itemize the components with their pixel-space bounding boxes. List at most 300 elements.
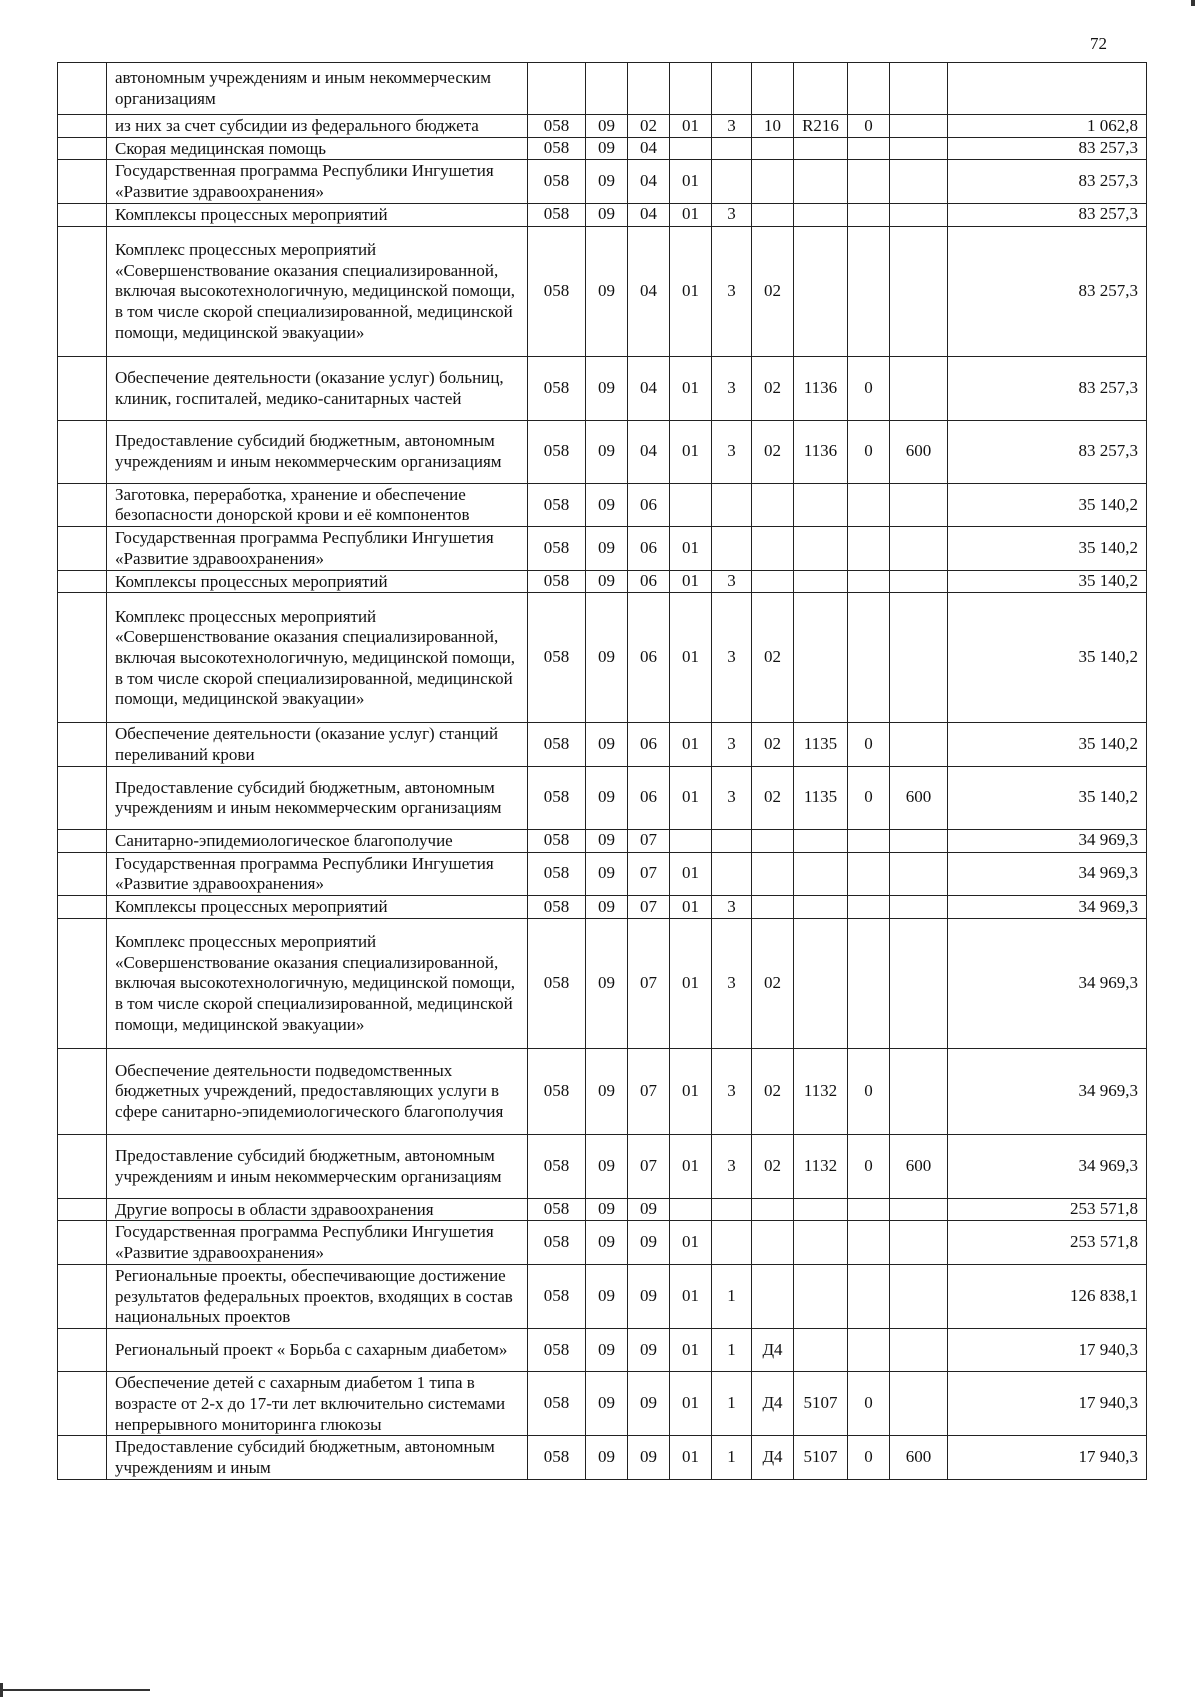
rz-code: 09 [586,1134,628,1198]
row-number-cell [58,63,107,115]
event-code: 02 [752,356,794,420]
vr-code: 600 [890,1436,948,1479]
row-name: Предоставление субсидий бюджетным, автономным учреждениям и иным некоммерческим организациям [107,420,528,483]
pr-code: 06 [628,570,670,593]
program-code: 01 [670,1221,712,1264]
subprogram-code [712,527,752,570]
row-number-cell [58,226,107,356]
rz-code: 09 [586,137,628,160]
row-number-cell [58,203,107,226]
row-name: Региональные проекты, обеспечивающие достижение результатов федеральных проектов, входящих в состав национальных проектов [107,1264,528,1328]
row-number-cell [58,1048,107,1134]
vr-code [890,852,948,895]
direction-code [794,852,848,895]
vr-code [890,896,948,919]
event-code [752,203,794,226]
rz-code: 09 [586,356,628,420]
program-code: 01 [670,1329,712,1372]
rz-code: 09 [586,1329,628,1372]
row-name: автономным учреждениям и иным некоммерческим организациям [107,63,528,115]
vr-code [890,356,948,420]
event-code: 10 [752,115,794,138]
tail-code [848,593,890,723]
subprogram-code [712,1221,752,1264]
tail-code [848,1221,890,1264]
tail-code: 0 [848,723,890,766]
tail-code [848,483,890,526]
table-row [58,115,1147,138]
vr-code [890,1329,948,1372]
row-number-cell [58,527,107,570]
vr-code [890,1048,948,1134]
table-row [58,203,1147,226]
rz-code [586,63,628,115]
row-number-cell [58,1372,107,1436]
gr-code: 058 [528,896,586,919]
event-code [752,852,794,895]
direction-code [794,160,848,203]
row-amount: 17 940,3 [948,1436,1147,1479]
direction-code [794,829,848,852]
subprogram-code [712,483,752,526]
pr-code: 04 [628,420,670,483]
rz-code: 09 [586,1372,628,1436]
vr-code [890,1198,948,1221]
pr-code: 09 [628,1436,670,1479]
pr-code: 07 [628,852,670,895]
pr-code: 06 [628,527,670,570]
event-code [752,570,794,593]
pr-code: 07 [628,896,670,919]
row-amount: 34 969,3 [948,1048,1147,1134]
direction-code: 1132 [794,1134,848,1198]
tail-code [848,852,890,895]
pr-code: 09 [628,1198,670,1221]
tail-code [848,226,890,356]
direction-code [794,918,848,1048]
tail-code [848,570,890,593]
row-name: Обеспечение детей с сахарным диабетом 1 типа в возрасте от 2-х до 17-ти лет включительно системами непрерывного мониторинга глюкозы [107,1372,528,1436]
row-name: Комплекс процессных мероприятий «Совершенствование оказания специализированной, включая высокотехнологичную, медицинской помощи, в том числе скорой специализированной, медицинской помощи, медицинской эвакуации» [107,918,528,1048]
program-code: 01 [670,203,712,226]
event-code: Д4 [752,1372,794,1436]
subprogram-code [712,829,752,852]
tail-code: 0 [848,420,890,483]
gr-code: 058 [528,160,586,203]
program-code: 01 [670,852,712,895]
program-code: 01 [670,115,712,138]
row-name: Другие вопросы в области здравоохранения [107,1198,528,1221]
rz-code: 09 [586,829,628,852]
direction-code [794,203,848,226]
program-code: 01 [670,1372,712,1436]
event-code [752,896,794,919]
row-amount: 17 940,3 [948,1329,1147,1372]
pr-code: 04 [628,356,670,420]
gr-code: 058 [528,203,586,226]
subprogram-code: 3 [712,356,752,420]
subprogram-code [712,1198,752,1221]
row-name: Санитарно-эпидемиологическое благополучие [107,829,528,852]
event-code: 02 [752,723,794,766]
event-code: 02 [752,420,794,483]
tail-code [848,527,890,570]
table-body [58,63,1147,1480]
event-code: 02 [752,766,794,829]
tail-code [848,1264,890,1328]
subprogram-code: 3 [712,918,752,1048]
table-row [58,766,1147,829]
row-number-cell [58,115,107,138]
row-number-cell [58,160,107,203]
subprogram-code: 3 [712,570,752,593]
vr-code: 600 [890,1134,948,1198]
rz-code: 09 [586,226,628,356]
rz-code: 09 [586,852,628,895]
pr-code: 07 [628,1048,670,1134]
row-name: Предоставление субсидий бюджетным, автономным учреждениям и иным [107,1436,528,1479]
program-code [670,63,712,115]
row-name: Обеспечение деятельности (оказание услуг) больниц, клиник, госпиталей, медико-санитарных частей [107,356,528,420]
table-row [58,829,1147,852]
gr-code [528,63,586,115]
row-amount: 35 140,2 [948,593,1147,723]
gr-code: 058 [528,852,586,895]
event-code: Д4 [752,1436,794,1479]
program-code: 01 [670,356,712,420]
row-name: Скорая медицинская помощь [107,137,528,160]
row-amount: 253 571,8 [948,1221,1147,1264]
gr-code: 058 [528,1048,586,1134]
pr-code: 06 [628,483,670,526]
row-amount: 83 257,3 [948,137,1147,160]
row-number-cell [58,1134,107,1198]
subprogram-code [712,63,752,115]
gr-code: 058 [528,1329,586,1372]
table-row [58,420,1147,483]
subprogram-code: 3 [712,593,752,723]
scan-line-mark [0,1689,150,1691]
row-number-cell [58,593,107,723]
row-amount: 83 257,3 [948,203,1147,226]
program-code [670,483,712,526]
table-row [58,570,1147,593]
rz-code: 09 [586,1264,628,1328]
row-name: Обеспечение деятельности (оказание услуг) станций переливаний крови [107,723,528,766]
vr-code [890,1221,948,1264]
subprogram-code [712,852,752,895]
program-code: 01 [670,766,712,829]
direction-code [794,1221,848,1264]
program-code: 01 [670,527,712,570]
row-name: Предоставление субсидий бюджетным, автономным учреждениям и иным некоммерческим организациям [107,766,528,829]
vr-code: 600 [890,420,948,483]
table-row [58,1264,1147,1328]
row-amount: 1 062,8 [948,115,1147,138]
subprogram-code: 3 [712,1048,752,1134]
gr-code: 058 [528,1264,586,1328]
vr-code [890,570,948,593]
event-code: 02 [752,1134,794,1198]
gr-code: 058 [528,1436,586,1479]
row-number-cell [58,356,107,420]
program-code [670,829,712,852]
row-amount: 34 969,3 [948,1134,1147,1198]
rz-code: 09 [586,1048,628,1134]
row-number-cell [58,896,107,919]
direction-code: R216 [794,115,848,138]
direction-code [794,63,848,115]
row-name: Предоставление субсидий бюджетным, автономным учреждениям и иным некоммерческим организациям [107,1134,528,1198]
scan-corner-mark [0,1683,3,1697]
rz-code: 09 [586,203,628,226]
event-code: 02 [752,1048,794,1134]
row-name: Заготовка, переработка, хранение и обеспечение безопасности донорской крови и её компонентов [107,483,528,526]
pr-code [628,63,670,115]
rz-code: 09 [586,723,628,766]
gr-code: 058 [528,1221,586,1264]
table-row [58,527,1147,570]
subprogram-code: 3 [712,896,752,919]
rz-code: 09 [586,115,628,138]
table-row [58,226,1147,356]
row-amount: 126 838,1 [948,1264,1147,1328]
event-code [752,160,794,203]
event-code: 02 [752,593,794,723]
table-row [58,1329,1147,1372]
row-amount: 35 140,2 [948,766,1147,829]
row-number-cell [58,852,107,895]
gr-code: 058 [528,570,586,593]
gr-code: 058 [528,483,586,526]
subprogram-code [712,160,752,203]
program-code: 01 [670,226,712,356]
tail-code: 0 [848,1048,890,1134]
direction-code: 5107 [794,1372,848,1436]
rz-code: 09 [586,766,628,829]
row-number-cell [58,420,107,483]
row-amount [948,63,1147,115]
row-amount: 35 140,2 [948,483,1147,526]
gr-code: 058 [528,1198,586,1221]
subprogram-code: 3 [712,1134,752,1198]
rz-code: 09 [586,1436,628,1479]
table-row [58,1198,1147,1221]
pr-code: 02 [628,115,670,138]
pr-code: 07 [628,1134,670,1198]
pr-code: 06 [628,766,670,829]
subprogram-code: 1 [712,1436,752,1479]
direction-code: 1135 [794,766,848,829]
row-number-cell [58,1329,107,1372]
row-amount: 35 140,2 [948,527,1147,570]
gr-code: 058 [528,829,586,852]
direction-code [794,527,848,570]
program-code [670,1198,712,1221]
rz-code: 09 [586,1198,628,1221]
row-name: Комплекс процессных мероприятий «Совершенствование оказания специализированной, включая высокотехнологичную, медицинской помощи, в том числе скорой специализированной, медицинской помощи, медицинской эвакуации» [107,226,528,356]
vr-code [890,1372,948,1436]
gr-code: 058 [528,527,586,570]
direction-code [794,593,848,723]
row-number-cell [58,1436,107,1479]
direction-code [794,896,848,919]
program-code: 01 [670,570,712,593]
row-number-cell [58,1221,107,1264]
event-code: 02 [752,226,794,356]
row-amount: 83 257,3 [948,226,1147,356]
direction-code: 5107 [794,1436,848,1479]
event-code: 02 [752,918,794,1048]
direction-code [794,483,848,526]
direction-code: 1136 [794,356,848,420]
rz-code: 09 [586,593,628,723]
row-amount: 83 257,3 [948,356,1147,420]
row-amount: 83 257,3 [948,160,1147,203]
event-code: Д4 [752,1329,794,1372]
tail-code [848,1329,890,1372]
gr-code: 058 [528,1372,586,1436]
pr-code: 07 [628,918,670,1048]
program-code: 01 [670,1436,712,1479]
row-amount: 35 140,2 [948,570,1147,593]
row-name: Региональный проект « Борьба с сахарным диабетом» [107,1329,528,1372]
table-row [58,160,1147,203]
tail-code: 0 [848,1372,890,1436]
row-number-cell [58,570,107,593]
vr-code [890,63,948,115]
row-amount: 34 969,3 [948,829,1147,852]
event-code [752,63,794,115]
pr-code: 04 [628,203,670,226]
pr-code: 09 [628,1264,670,1328]
subprogram-code: 1 [712,1264,752,1328]
table-row [58,593,1147,723]
table-row [58,723,1147,766]
row-amount: 34 969,3 [948,852,1147,895]
direction-code: 1135 [794,723,848,766]
row-amount: 17 940,3 [948,1372,1147,1436]
rz-code: 09 [586,570,628,593]
subprogram-code: 3 [712,766,752,829]
gr-code: 058 [528,918,586,1048]
subprogram-code: 3 [712,420,752,483]
vr-code [890,527,948,570]
tail-code: 0 [848,115,890,138]
pr-code: 09 [628,1329,670,1372]
row-name: Комплексы процессных мероприятий [107,570,528,593]
row-name: Комплексы процессных мероприятий [107,896,528,919]
event-code [752,1264,794,1328]
pr-code: 04 [628,160,670,203]
table-row [58,1436,1147,1479]
vr-code [890,918,948,1048]
rz-code: 09 [586,483,628,526]
program-code: 01 [670,896,712,919]
tail-code [848,63,890,115]
event-code [752,137,794,160]
direction-code [794,137,848,160]
pr-code: 04 [628,137,670,160]
rz-code: 09 [586,527,628,570]
tail-code [848,918,890,1048]
row-name: Государственная программа Республики Ингушетия «Развитие здравоохранения» [107,1221,528,1264]
scan-dot-mark [1191,0,1195,6]
table-row [58,1134,1147,1198]
event-code [752,1198,794,1221]
subprogram-code [712,137,752,160]
tail-code [848,829,890,852]
rz-code: 09 [586,896,628,919]
pr-code: 09 [628,1221,670,1264]
program-code: 01 [670,918,712,1048]
gr-code: 058 [528,115,586,138]
row-amount: 83 257,3 [948,420,1147,483]
table-row [58,483,1147,526]
table-row [58,63,1147,115]
row-amount: 34 969,3 [948,896,1147,919]
pr-code: 04 [628,226,670,356]
tail-code: 0 [848,766,890,829]
tail-code [848,160,890,203]
pr-code: 07 [628,829,670,852]
subprogram-code: 1 [712,1329,752,1372]
gr-code: 058 [528,766,586,829]
tail-code: 0 [848,1436,890,1479]
pr-code: 06 [628,723,670,766]
tail-code [848,1198,890,1221]
row-number-cell [58,483,107,526]
table-row [58,1372,1147,1436]
gr-code: 058 [528,420,586,483]
vr-code [890,483,948,526]
program-code: 01 [670,1134,712,1198]
program-code: 01 [670,723,712,766]
direction-code [794,1198,848,1221]
gr-code: 058 [528,593,586,723]
subprogram-code: 3 [712,115,752,138]
subprogram-code: 3 [712,203,752,226]
program-code: 01 [670,420,712,483]
tail-code: 0 [848,356,890,420]
direction-code [794,1264,848,1328]
vr-code [890,115,948,138]
program-code: 01 [670,160,712,203]
row-name: Государственная программа Республики Ингушетия «Развитие здравоохранения» [107,160,528,203]
program-code: 01 [670,593,712,723]
row-amount: 34 969,3 [948,918,1147,1048]
vr-code [890,1264,948,1328]
vr-code [890,226,948,356]
tail-code [848,137,890,160]
budget-table [57,62,1147,1480]
row-name: Государственная программа Республики Ингушетия «Развитие здравоохранения» [107,527,528,570]
gr-code: 058 [528,356,586,420]
table-row [58,356,1147,420]
vr-code [890,829,948,852]
event-code [752,1221,794,1264]
direction-code: 1136 [794,420,848,483]
table-row [58,896,1147,919]
row-name: Государственная программа Республики Ингушетия «Развитие здравоохранения» [107,852,528,895]
gr-code: 058 [528,1134,586,1198]
pr-code: 09 [628,1372,670,1436]
vr-code [890,203,948,226]
row-number-cell [58,723,107,766]
tail-code [848,203,890,226]
event-code [752,483,794,526]
program-code: 01 [670,1264,712,1328]
